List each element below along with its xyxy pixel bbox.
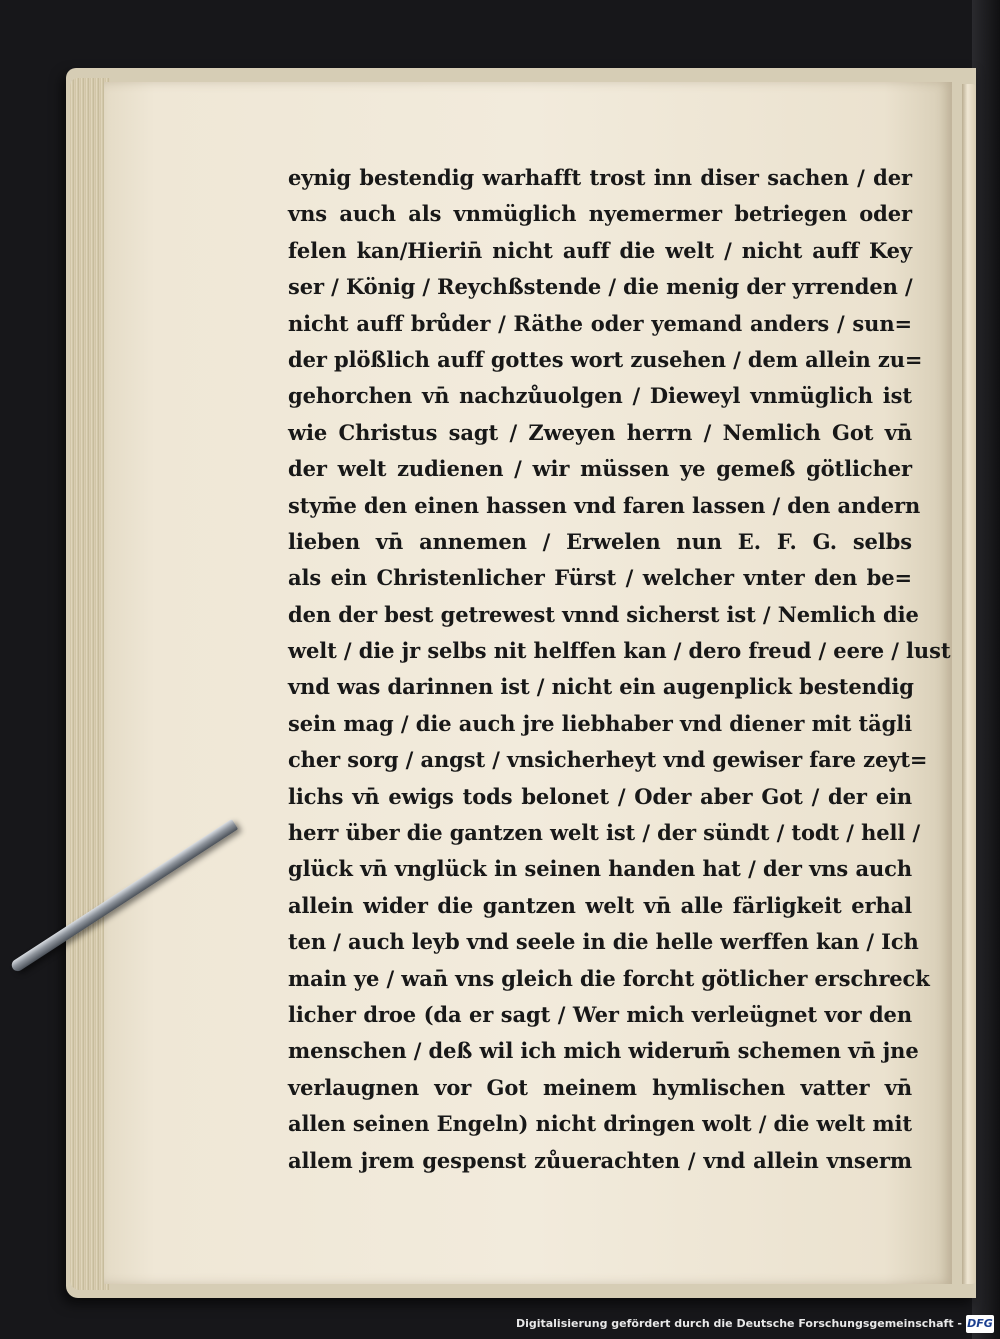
text-line: menschen / deß wil ich mich widerum̄ schemen vn̄ jne (288, 1038, 919, 1064)
text-line: der welt zudienen / wir müssen ye gemeß götlicher (288, 456, 912, 482)
text-line: licher droe (da er sagt / Wer mich verleügnet vor den (288, 1001, 912, 1027)
text-line: cher sorg / angst / vnsicherheyt vnd gewiser fare zeyt= (288, 747, 928, 773)
text-line: verlaugnen vor Got meinem hymlischen vatter vn̄ (288, 1074, 912, 1100)
text-line: ser / König / Reychßstende / die menig der yrrenden / (288, 274, 913, 300)
text-line: eynig bestendig warhafft trost inn diser sachen / der (288, 165, 912, 190)
text-line: lieben vn̄ annemen / Erwelen nun E. F. G. selbs (288, 528, 912, 554)
text-line: glück vn̄ vnglück in seinen handen hat / der vns auch (288, 856, 912, 882)
text-line: allem jrem gespenst zůuerachten / vnd allein vnserm (288, 1147, 912, 1173)
digitization-credit: Digitalisierung gefördert durch die Deutsche Forschungsgemeinschaft - (515, 1317, 962, 1330)
text-line: wie Christus sagt / Zweyen herrn / Nemlich Got vn̄ (288, 419, 912, 445)
text-line: gehorchen vn̄ nachzůuolgen / Dieweyl vnmüglich ist (288, 383, 912, 409)
text-line: main ye / wan̄ vns gleich die forcht götlicher erschreck (288, 965, 930, 991)
dfg-logo-icon: DFG (966, 1315, 994, 1333)
text-line: sein mag / die auch jre liebhaber vnd diener mit tägli (288, 710, 912, 736)
page-text (288, 160, 951, 1179)
text-line: lichs vn̄ ewigs tods belonet / Oder aber Got / der ein (288, 783, 912, 809)
text-line: felen kan/Hierin̄ nicht auff die welt / nicht auff Key (288, 237, 912, 263)
scanner-backdrop (972, 0, 1000, 1339)
text-line: welt / die jr selbs nit helffen kan / dero freud / eere / lust (288, 638, 951, 664)
text-line: den der best getrewest vnnd sicherst ist / Nemlich die (288, 601, 919, 627)
text-line: stym̄e den einen hassen vnd faren lassen / den andern (288, 492, 921, 518)
text-line: vnd was darinnen ist / nicht ein augenplick bestendig (288, 674, 914, 700)
text-line: nicht auff brůder / Räthe oder yemand anders / sun= (288, 310, 912, 336)
text-line: herr über die gantzen welt ist / der sündt / todt / hell / (288, 820, 921, 846)
text-line: vns auch als vnmüglich nyemermer betriegen oder (288, 201, 912, 227)
text-line: allein wider die gantzen welt vn̄ alle färligkeit erhal (288, 892, 912, 918)
text-line: der plößlich auff gottes wort zusehen / dem allein zu= (288, 346, 923, 372)
text-line: ten / auch leyb vnd seele in die helle werffen kan / Ich (288, 929, 919, 955)
facing-page-edge (962, 84, 976, 1284)
text-line: allen seinen Engeln) nicht dringen wolt / die welt mit (288, 1111, 912, 1137)
text-line: als ein Christenlicher Fürst / welcher vnter den be= (288, 565, 912, 591)
